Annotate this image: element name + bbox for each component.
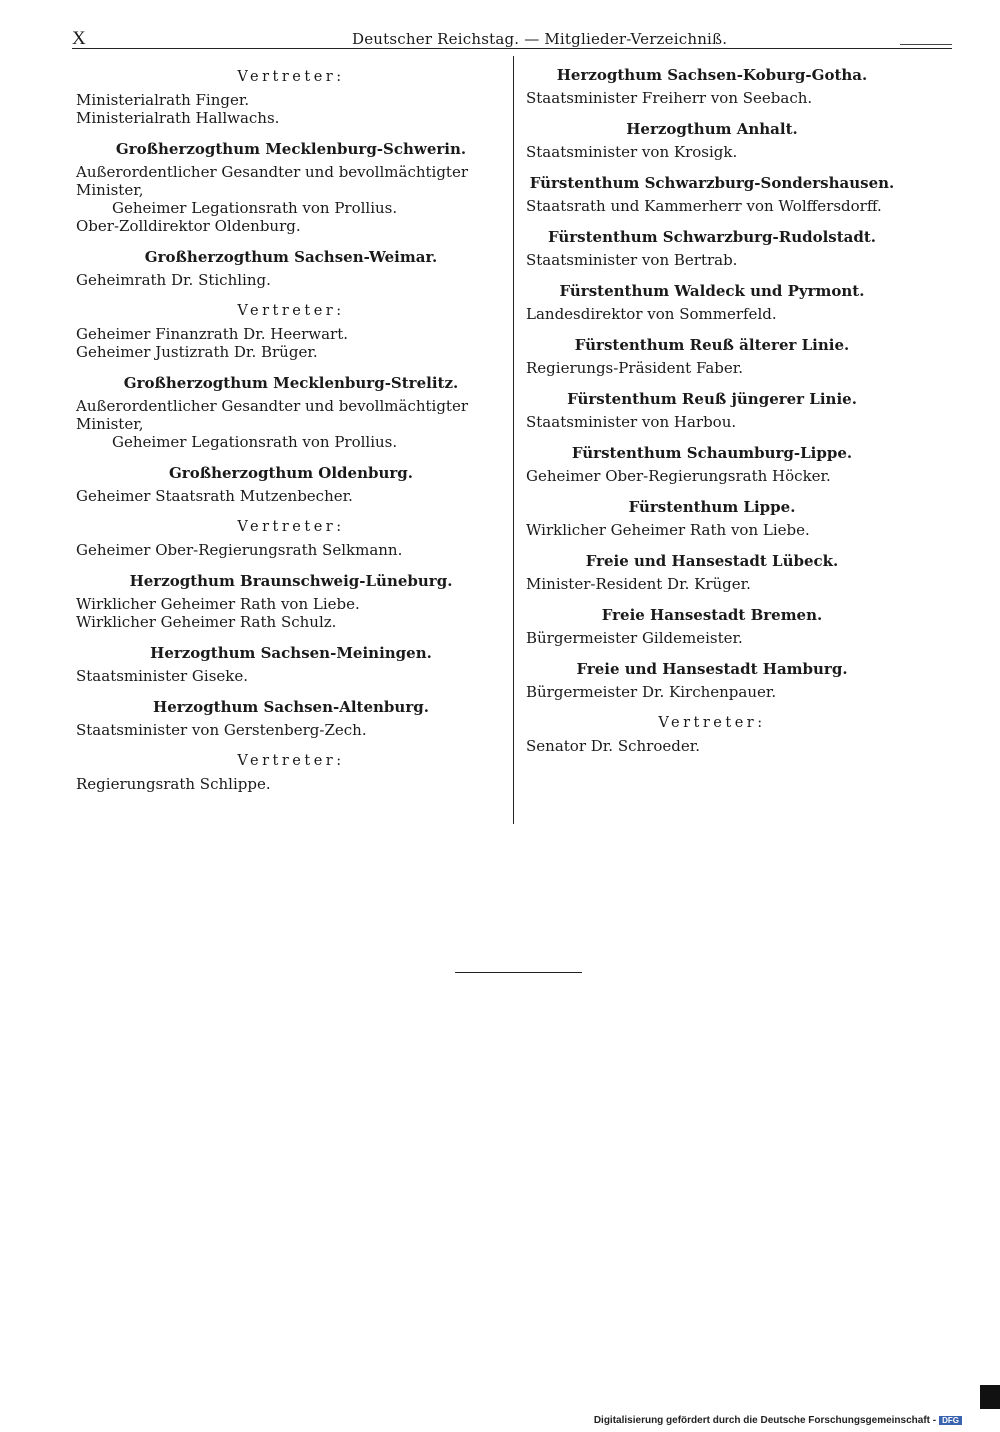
entry-block [526, 712, 898, 755]
state-heading: Großherzogthum Sachsen-Weimar. [144, 248, 438, 266]
representative-heading: Vertreter: [237, 753, 345, 769]
state-heading: Freie und Hansestadt Hamburg. [576, 660, 848, 678]
state-heading: Herzogthum Sachsen-Koburg-Gotha. [556, 66, 868, 84]
entry-block [526, 496, 898, 539]
entry-block [76, 372, 506, 451]
state-heading: Großherzogthum Mecklenburg-Strelitz. [123, 374, 459, 392]
section-end-rule [455, 972, 582, 973]
entry-block [76, 570, 506, 631]
member-line: Außerordentlicher Gesandter und bevollmächtigter Minister, [76, 397, 469, 433]
state-heading: Herzogthum Sachsen-Meiningen. [150, 644, 432, 662]
member-line: Senator Dr. Schroeder. [526, 737, 701, 755]
member-line: Staatsminister von Krosigk. [526, 143, 738, 161]
left-column [76, 64, 506, 804]
member-line: Staatsminister Freiherr von Seebach. [526, 89, 813, 107]
member-line: Wirklicher Geheimer Rath von Liebe. [76, 595, 360, 613]
column-divider [513, 56, 514, 824]
member-line: Geheimer Legationsrath von Prollius. [112, 199, 398, 217]
member-line: Regierungs-Präsident Faber. [526, 359, 744, 377]
state-heading: Fürstenthum Schaumburg-Lippe. [571, 444, 853, 462]
member-line: Wirklicher Geheimer Rath von Liebe. [526, 521, 810, 539]
state-heading: Herzogthum Braunschweig-Lüneburg. [129, 572, 453, 590]
member-line: Außerordentlicher Gesandter und bevollmächtigter Minister, [76, 163, 469, 199]
entry-block [76, 138, 506, 235]
entry-block [526, 226, 898, 269]
entry-block [76, 642, 506, 685]
member-line: Landesdirektor von Sommerfeld. [526, 305, 777, 323]
representative-heading: Vertreter: [237, 303, 345, 319]
state-heading: Großherzogthum Oldenburg. [168, 464, 414, 482]
state-heading: Herzogthum Sachsen-Altenburg. [153, 698, 429, 716]
member-line: Geheimer Legationsrath von Prollius. [112, 433, 398, 451]
member-line: Bürgermeister Gildemeister. [526, 629, 743, 647]
member-line: Geheimer Justizrath Dr. Brüger. [76, 343, 318, 361]
member-line: Geheimer Ober-Regierungsrath Selkmann. [76, 541, 403, 559]
member-line: Staatsminister von Gerstenberg-Zech. [76, 721, 367, 739]
header-rule [72, 48, 952, 49]
entry-block [76, 462, 506, 505]
entry-block [526, 118, 898, 161]
state-heading: Fürstenthum Schwarzburg-Rudolstadt. [547, 228, 877, 246]
member-line: Geheimrath Dr. Stichling. [76, 271, 271, 289]
state-heading: Herzogthum Anhalt. [626, 120, 798, 138]
state-heading: Fürstenthum Reuß älterer Linie. [574, 336, 850, 354]
entry-block [76, 246, 506, 289]
member-line: Staatsrath und Kammerherr von Wolffersdorff. [526, 197, 882, 215]
member-line: Ministerialrath Hallwachs. [76, 109, 280, 127]
state-heading: Großherzogthum Mecklenburg-Schwerin. [115, 140, 467, 158]
representative-heading: Vertreter: [658, 715, 766, 731]
entry-block [526, 64, 898, 107]
member-line: Ober-Zolldirektor Oldenburg. [76, 217, 301, 235]
state-heading: Fürstenthum Lippe. [628, 498, 796, 516]
representative-heading: Vertreter: [237, 519, 345, 535]
entry-block [526, 658, 898, 701]
state-heading: Fürstenthum Schwarzburg-Sondershausen. [529, 174, 895, 192]
member-line: Minister-Resident Dr. Krüger. [526, 575, 751, 593]
entry-block [526, 550, 898, 593]
entry-block [76, 750, 506, 793]
entry-block [526, 172, 898, 215]
member-line: Staatsminister Giseke. [76, 667, 249, 685]
entry-block [526, 280, 898, 323]
member-line: Geheimer Staatsrath Mutzenbecher. [76, 487, 353, 505]
entry-block [76, 516, 506, 559]
state-heading: Freie und Hansestadt Lübeck. [585, 552, 839, 570]
representative-heading: Vertreter: [237, 69, 345, 85]
member-line: Regierungsrath Schlippe. [76, 775, 271, 793]
page-number: X [72, 28, 86, 49]
digitization-credit [594, 1415, 962, 1426]
header-rule-accent [900, 44, 952, 45]
state-heading: Fürstenthum Waldeck und Pyrmont. [559, 282, 865, 300]
running-title: Deutscher Reichstag. — Mitglieder-Verzeichniß. [352, 30, 728, 48]
state-heading: Freie Hansestadt Bremen. [601, 606, 823, 624]
member-line: Staatsminister von Bertrab. [526, 251, 738, 269]
dfg-logo: DFG [939, 1416, 962, 1425]
entry-block [526, 442, 898, 485]
member-line: Geheimer Ober-Regierungsrath Höcker. [526, 467, 831, 485]
state-heading: Fürstenthum Reuß jüngerer Linie. [567, 390, 857, 408]
member-line: Geheimer Finanzrath Dr. Heerwart. [76, 325, 349, 343]
scan-corner-mark [980, 1385, 1000, 1409]
entry-block [76, 300, 506, 361]
entry-block [76, 66, 506, 127]
member-line: Staatsminister von Harbou. [526, 413, 737, 431]
member-line: Bürgermeister Dr. Kirchenpauer. [526, 683, 777, 701]
member-line: Ministerialrath Finger. [76, 91, 250, 109]
member-line: Wirklicher Geheimer Rath Schulz. [76, 613, 337, 631]
entry-block [76, 696, 506, 739]
right-column [526, 64, 898, 766]
entry-block [526, 388, 898, 431]
credit-text: Digitalisierung gefördert durch die Deutsche Forschungsgemeinschaft - [593, 1415, 937, 1426]
entry-block [526, 334, 898, 377]
entry-block [526, 604, 898, 647]
